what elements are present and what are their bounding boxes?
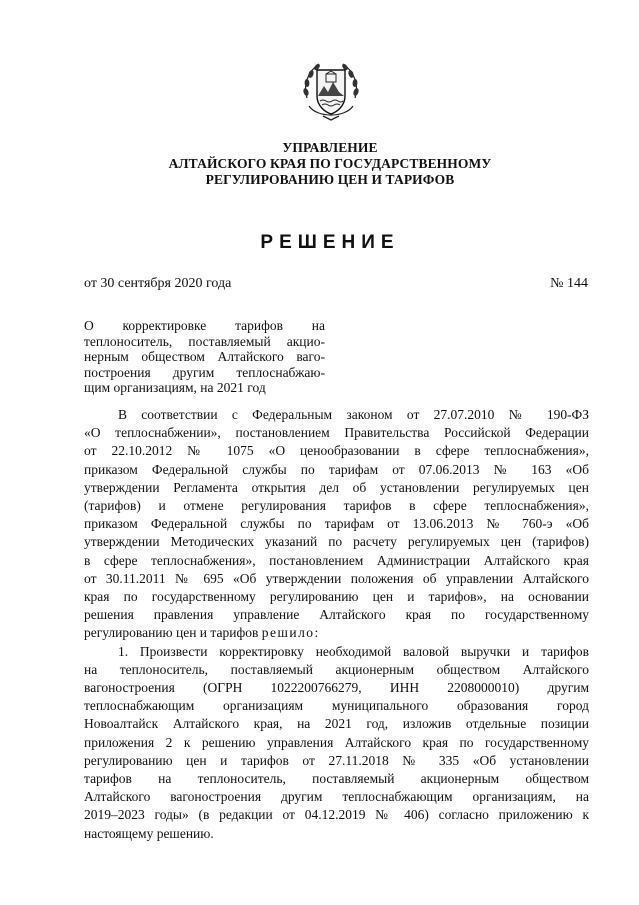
subject-line: теплоноситель, поставляемый акцио- xyxy=(84,333,325,349)
document-title: РЕШЕНИЕ xyxy=(260,232,400,253)
body-line: тарифов на теплоноситель, поставляемый акционерным обществом xyxy=(84,771,589,787)
body-line: теплоснабжающим организациям муниципального образования город xyxy=(84,698,589,714)
body-line: (тарифов) и отмене регулирования тарифов в сфере теплоснабжения», xyxy=(84,498,589,514)
subject-line: щим организациям, на 2021 год xyxy=(84,380,266,395)
agency-line-3: РЕГУЛИРОВАНИЮ ЦЕН И ТАРИФОВ xyxy=(205,172,455,187)
document-body xyxy=(84,406,589,843)
body-line: приложения 2 к решению управления Алтайского края по государственному xyxy=(84,734,589,750)
body-line: утверждении Методических указаний по расчету регулируемых цен (тарифов) xyxy=(84,534,589,550)
body-line: в сфере теплоснабжения», постановлением Администрации Алтайского края xyxy=(84,552,589,568)
body-line: от 30.11.2011 № 695 «Об утверждении положения об управлении Алтайского xyxy=(84,570,589,586)
document-subject xyxy=(84,318,325,396)
subject-line: нерным обществом Алтайского ваго- xyxy=(84,349,325,364)
subject-line: построения другим теплоснабжаю- xyxy=(84,364,325,380)
body-line: от 22.10.2012 № 1075 «О ценообразовании в сфере теплоснабжения», xyxy=(84,443,589,459)
body-line: на теплоноситель, поставляемый акционерным обществом Алтайского xyxy=(84,661,589,677)
body-line: Алтайского вагоностроения другим теплоснабжающим организациям, на xyxy=(84,789,589,805)
body-line: 1. Произвести корректировку необходимой валовой выручки и тарифов xyxy=(118,643,589,659)
body-line: регулированию цен и тарифов от 27.11.2018 № 335 «Об установлении xyxy=(84,752,589,768)
body-line-text: регулированию цен и тарифов xyxy=(84,625,259,641)
body-line: края по государственному регулированию цен и тарифов», на основании xyxy=(84,589,589,605)
subject-line: О корректировке тарифов на xyxy=(84,318,325,333)
document-number: № 144 xyxy=(550,276,588,291)
body-line: В соответствии с Федеральным законом от 27.07.2010 № 190-ФЗ xyxy=(118,407,589,422)
body-line: Новоалтайск Алтайского края, на 2021 год, изложив отдельные позиции xyxy=(84,716,589,732)
body-line: приказом Федеральной службы по тарифам от 07.06.2013 № 163 «Об xyxy=(84,461,589,477)
agency-line-2: АЛТАЙСКОГО КРАЯ ПО ГОСУДАРСТВЕННОМУ xyxy=(168,156,492,171)
body-line: вагоностроения (ОГРН 1022200766279, ИНН 2208000010) другим xyxy=(84,680,589,696)
body-line: настоящему решению. xyxy=(84,825,214,841)
body-line: приказом Федеральной службы по тарифам от 13.06.2013 № 760-э «Об xyxy=(84,516,589,532)
document-date: от 30 сентября 2020 года xyxy=(84,276,232,291)
body-line: «О теплоснабжении», постановлением Правительства Российской Федерации xyxy=(84,425,589,441)
agency-line-1: УПРАВЛЕНИЕ xyxy=(282,140,378,155)
body-line: 2019–2023 годы» (в редакции от 04.12.2019 № 406) согласно приложению к xyxy=(84,807,589,823)
body-line: утверждении Регламента открытия дел об установлении регулируемых цен xyxy=(84,479,589,495)
resolved-word: решило: xyxy=(261,625,320,641)
altai-krai-coat-of-arms-icon xyxy=(293,52,369,128)
body-line: решения правления управление Алтайского края по государственному xyxy=(84,607,589,623)
agency-name xyxy=(80,140,580,188)
body-line-resolved xyxy=(84,624,589,642)
